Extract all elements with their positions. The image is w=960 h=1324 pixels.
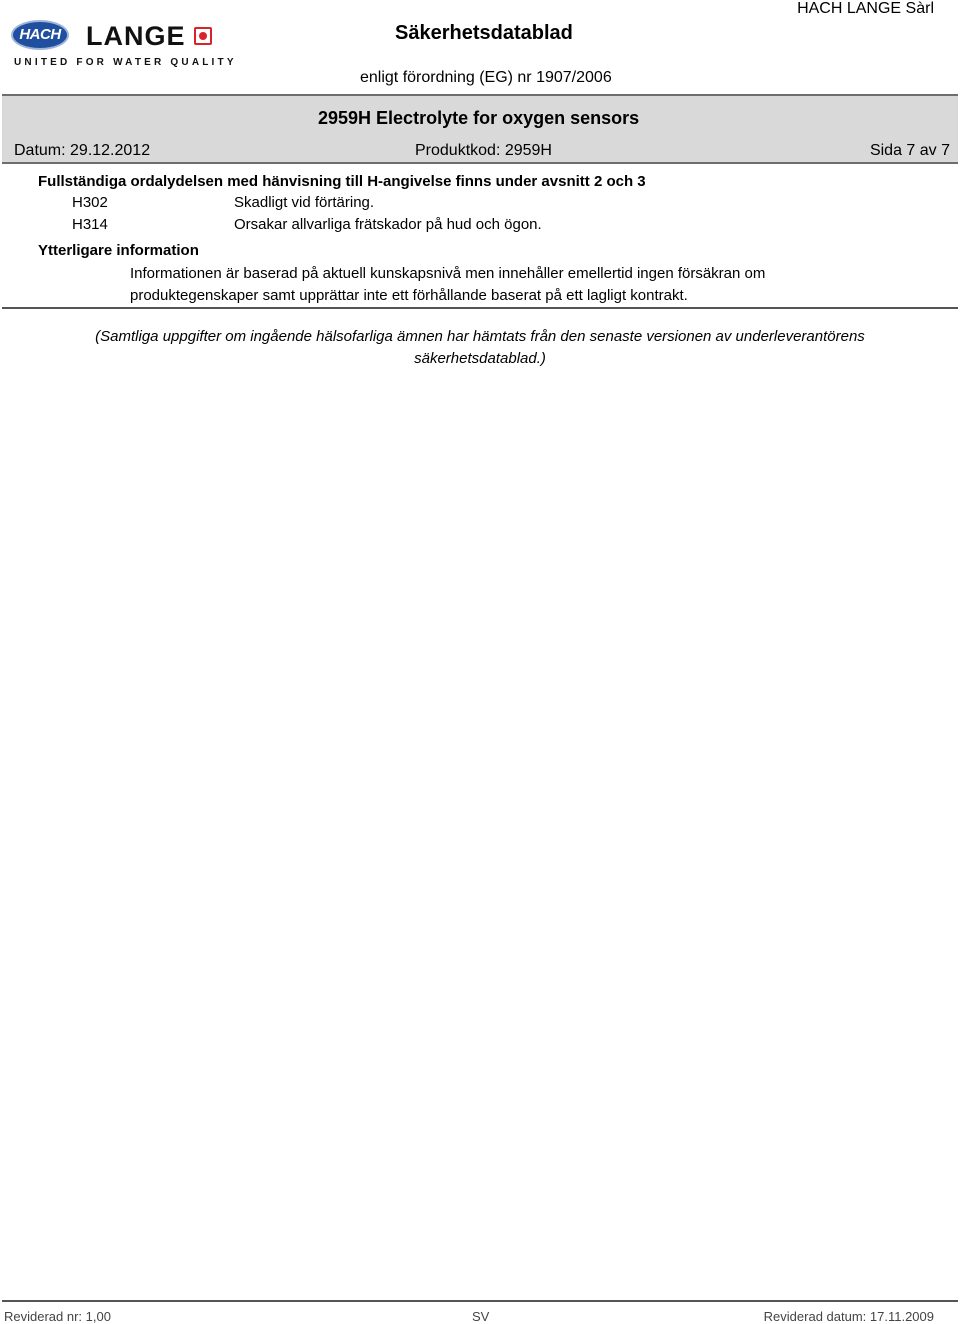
product-code: Produktkod: 2959H [415, 142, 552, 159]
revision-number: Reviderad nr: 1,00 [4, 1309, 111, 1324]
section-divider [2, 307, 958, 309]
lange-logo-word: LANGE [86, 21, 186, 51]
hach-logo-oval: HACH [11, 20, 69, 50]
language-code: SV [472, 1309, 490, 1324]
h-statement-code: H302 [72, 194, 108, 211]
footer-divider [2, 1300, 958, 1302]
logo-tagline: UNITED FOR WATER QUALITY [14, 57, 237, 68]
additional-info-heading: Ytterligare information [38, 242, 199, 259]
hach-lange-logo [8, 18, 237, 70]
product-name: 2959H Electrolyte for oxygen sensors [318, 108, 640, 128]
h-statement-text: Orsakar allvarliga frätskador på hud och ögon. [234, 216, 542, 233]
h-statement-text: Skadligt vid förtäring. [234, 194, 375, 211]
regulation-reference: enligt förordning (EG) nr 1907/2006 [360, 69, 612, 86]
h-statement-code: H314 [72, 216, 108, 233]
page-number: Sida 7 av 7 [869, 142, 950, 159]
h-statements-heading: Fullständiga ordalydelsen med hänvisning till H-angivelse finns under avsnitt 2 och 3 [38, 173, 646, 190]
lange-mark-icon [194, 27, 212, 45]
document-title: Säkerhetsdatablad [395, 22, 573, 44]
company-name: HACH LANGE Sàrl [797, 0, 934, 17]
revision-date: Reviderad datum: 17.11.2009 [763, 1309, 934, 1324]
source-note: (Samtliga uppgifter om ingående hälsofarliga ämnen har hämtats från den senaste versionen av underleverantörens säkerhetsdatablad.) [95, 328, 865, 367]
document-date: Datum: 29.12.2012 [14, 142, 151, 159]
additional-info-text: Informationen är baserad på aktuell kunskapsnivå men innehåller emellertid ingen försäkran om produktegenskaper samt upprättar inte ett förhållande baserat på ett lagligt kontrakt. [130, 265, 766, 304]
